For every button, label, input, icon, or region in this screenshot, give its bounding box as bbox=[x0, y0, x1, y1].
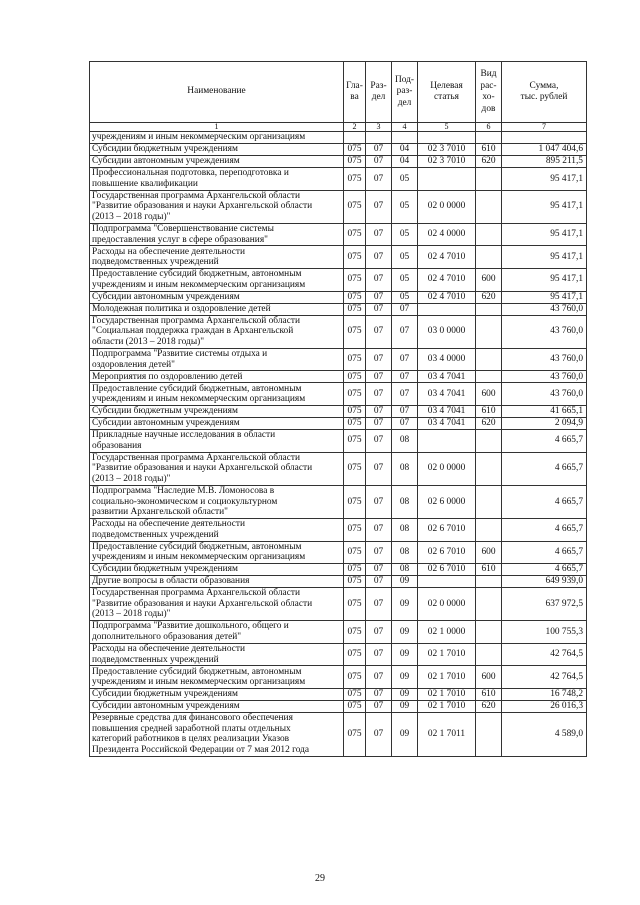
row-podrazdel-cell: 07 bbox=[392, 371, 418, 383]
column-number: 5 bbox=[418, 123, 476, 132]
row-podrazdel-cell: 04 bbox=[392, 144, 418, 156]
row-name-cell: Субсидии бюджетным учреждениям bbox=[90, 144, 344, 156]
row-sum-cell: 95 417,1 bbox=[502, 223, 587, 246]
row-sum-cell: 95 417,1 bbox=[502, 246, 587, 269]
row-target-cell: 03 4 7041 bbox=[418, 371, 476, 383]
row-vid-cell: 610 bbox=[476, 405, 502, 417]
row-glava-cell: 075 bbox=[344, 621, 366, 644]
row-glava-cell: 075 bbox=[344, 429, 366, 452]
row-target-cell: 02 4 0000 bbox=[418, 223, 476, 246]
row-target-cell: 02 1 7010 bbox=[418, 666, 476, 689]
row-vid-cell: 620 bbox=[476, 417, 502, 429]
column-number: 3 bbox=[366, 123, 392, 132]
row-vid-cell bbox=[476, 190, 502, 223]
row-razdel-cell: 07 bbox=[366, 156, 392, 168]
row-glava-cell: 075 bbox=[344, 713, 366, 757]
header-podrazdel: Под- раз- дел bbox=[392, 62, 418, 123]
row-glava-cell: 075 bbox=[344, 485, 366, 518]
row-sum-cell: 95 417,1 bbox=[502, 190, 587, 223]
row-razdel-cell: 07 bbox=[366, 405, 392, 417]
row-vid-cell bbox=[476, 246, 502, 269]
row-podrazdel-cell: 09 bbox=[392, 621, 418, 644]
row-razdel-cell: 07 bbox=[366, 485, 392, 518]
row-podrazdel-cell: 08 bbox=[392, 485, 418, 518]
row-podrazdel-cell: 05 bbox=[392, 291, 418, 303]
row-target-cell: 03 0 0000 bbox=[418, 315, 476, 348]
row-razdel-cell: 07 bbox=[366, 383, 392, 406]
table-row bbox=[90, 701, 587, 713]
table-row bbox=[90, 348, 587, 371]
row-podrazdel-cell: 09 bbox=[392, 576, 418, 588]
row-name-cell: Подпрограмма "Наследие М.В. Ломоносова в социально-экономическом и социокультурном развитии Архангельской области" bbox=[90, 485, 344, 518]
table-row bbox=[90, 564, 587, 576]
row-name-cell: Предоставление субсидий бюджетным, автономным учреждениям и иным некоммерческим организациям bbox=[90, 666, 344, 689]
row-target-cell bbox=[418, 168, 476, 191]
row-sum-cell: 16 748,2 bbox=[502, 689, 587, 701]
table-row bbox=[90, 588, 587, 621]
row-razdel-cell: 07 bbox=[366, 452, 392, 485]
row-sum-cell: 4 589,0 bbox=[502, 713, 587, 757]
row-sum-cell: 1 047 404,6 bbox=[502, 144, 587, 156]
row-vid-cell: 620 bbox=[476, 156, 502, 168]
table-row bbox=[90, 315, 587, 348]
row-razdel-cell: 07 bbox=[366, 371, 392, 383]
row-name-cell: Государственная программа Архангельской области "Развитие образования и науки Архангельской области (2013 – 2018 годы)" bbox=[90, 190, 344, 223]
table-row bbox=[90, 246, 587, 269]
table-row bbox=[90, 144, 587, 156]
row-vid-cell bbox=[476, 452, 502, 485]
row-target-cell: 02 1 0000 bbox=[418, 621, 476, 644]
column-number: 1 bbox=[90, 123, 344, 132]
row-podrazdel-cell: 07 bbox=[392, 405, 418, 417]
row-name-cell: Резервные средства для финансового обеспечения повышения средней заработной платы отдельных категорий работников в целях реализации Указов Президента Российской Федерации от 7 мая 2012 года bbox=[90, 713, 344, 757]
table-row bbox=[90, 666, 587, 689]
row-podrazdel-cell: 08 bbox=[392, 564, 418, 576]
row-sum-cell: 42 764,5 bbox=[502, 666, 587, 689]
row-podrazdel-cell: 08 bbox=[392, 541, 418, 564]
row-podrazdel-cell: 07 bbox=[392, 303, 418, 315]
row-target-cell: 02 4 7010 bbox=[418, 291, 476, 303]
row-podrazdel-cell: 05 bbox=[392, 268, 418, 291]
row-name-cell: Субсидии автономным учреждениям bbox=[90, 291, 344, 303]
row-podrazdel-cell bbox=[392, 132, 418, 144]
row-vid-cell bbox=[476, 588, 502, 621]
row-vid-cell: 610 bbox=[476, 144, 502, 156]
row-name-cell: Подпрограмма "Развитие дошкольного, общего и дополнительного образования детей" bbox=[90, 621, 344, 644]
row-name-cell: учреждениям и иным некоммерческим организациям bbox=[90, 132, 344, 144]
row-sum-cell: 637 972,5 bbox=[502, 588, 587, 621]
row-target-cell: 02 6 7010 bbox=[418, 518, 476, 541]
row-podrazdel-cell: 07 bbox=[392, 315, 418, 348]
row-target-cell: 02 0 0000 bbox=[418, 190, 476, 223]
table-body bbox=[90, 132, 587, 757]
row-vid-cell bbox=[476, 429, 502, 452]
row-name-cell: Субсидии автономным учреждениям bbox=[90, 701, 344, 713]
row-razdel-cell: 07 bbox=[366, 689, 392, 701]
row-glava-cell: 075 bbox=[344, 268, 366, 291]
row-name-cell: Субсидии автономным учреждениям bbox=[90, 156, 344, 168]
row-razdel-cell: 07 bbox=[366, 518, 392, 541]
row-target-cell: 02 4 7010 bbox=[418, 268, 476, 291]
row-podrazdel-cell: 09 bbox=[392, 713, 418, 757]
row-glava-cell: 075 bbox=[344, 689, 366, 701]
row-name-cell: Расходы на обеспечение деятельности подведомственных учреждений bbox=[90, 643, 344, 666]
row-sum-cell: 43 760,0 bbox=[502, 371, 587, 383]
row-vid-cell bbox=[476, 518, 502, 541]
table-row bbox=[90, 291, 587, 303]
row-glava-cell: 075 bbox=[344, 405, 366, 417]
table-row bbox=[90, 190, 587, 223]
row-glava-cell: 075 bbox=[344, 190, 366, 223]
row-target-cell bbox=[418, 303, 476, 315]
page-number: 29 bbox=[315, 873, 325, 884]
row-target-cell: 02 6 7010 bbox=[418, 541, 476, 564]
row-sum-cell bbox=[502, 132, 587, 144]
row-name-cell: Субсидии бюджетным учреждениям bbox=[90, 405, 344, 417]
row-podrazdel-cell: 08 bbox=[392, 429, 418, 452]
row-name-cell: Предоставление субсидий бюджетным, автономным учреждениям и иным некоммерческим организациям bbox=[90, 383, 344, 406]
row-target-cell: 02 6 7010 bbox=[418, 564, 476, 576]
column-number-row bbox=[90, 123, 587, 132]
row-name-cell: Предоставление субсидий бюджетным, автономным учреждениям и иным некоммерческим организациям bbox=[90, 268, 344, 291]
row-podrazdel-cell: 07 bbox=[392, 417, 418, 429]
row-glava-cell: 075 bbox=[344, 541, 366, 564]
row-glava-cell: 075 bbox=[344, 643, 366, 666]
row-target-cell: 02 1 7010 bbox=[418, 643, 476, 666]
row-razdel-cell: 07 bbox=[366, 621, 392, 644]
row-glava-cell: 075 bbox=[344, 291, 366, 303]
budget-table bbox=[89, 61, 587, 757]
row-razdel-cell: 07 bbox=[366, 223, 392, 246]
row-glava-cell: 075 bbox=[344, 518, 366, 541]
row-target-cell: 02 1 7010 bbox=[418, 689, 476, 701]
row-glava-cell bbox=[344, 132, 366, 144]
row-vid-cell: 610 bbox=[476, 564, 502, 576]
row-target-cell bbox=[418, 132, 476, 144]
row-razdel-cell: 07 bbox=[366, 348, 392, 371]
row-vid-cell: 600 bbox=[476, 541, 502, 564]
row-name-cell: Государственная программа Архангельской области "Социальная поддержка граждан в Архангельской области (2013 – 2018 годы)" bbox=[90, 315, 344, 348]
row-name-cell: Прикладные научные исследования в области образования bbox=[90, 429, 344, 452]
row-glava-cell: 075 bbox=[344, 144, 366, 156]
row-razdel-cell: 07 bbox=[366, 564, 392, 576]
row-vid-cell bbox=[476, 348, 502, 371]
row-razdel-cell: 07 bbox=[366, 541, 392, 564]
row-target-cell bbox=[418, 576, 476, 588]
row-vid-cell bbox=[476, 576, 502, 588]
table-row bbox=[90, 268, 587, 291]
row-glava-cell: 075 bbox=[344, 315, 366, 348]
table-row bbox=[90, 452, 587, 485]
row-glava-cell: 075 bbox=[344, 223, 366, 246]
row-sum-cell: 2 094,9 bbox=[502, 417, 587, 429]
row-target-cell: 02 6 0000 bbox=[418, 485, 476, 518]
table-row bbox=[90, 643, 587, 666]
table-row bbox=[90, 417, 587, 429]
row-vid-cell bbox=[476, 223, 502, 246]
row-glava-cell: 075 bbox=[344, 452, 366, 485]
row-sum-cell: 4 665,7 bbox=[502, 518, 587, 541]
row-sum-cell: 649 939,0 bbox=[502, 576, 587, 588]
row-sum-cell: 895 211,5 bbox=[502, 156, 587, 168]
row-vid-cell bbox=[476, 621, 502, 644]
row-razdel-cell: 07 bbox=[366, 429, 392, 452]
row-vid-cell: 620 bbox=[476, 291, 502, 303]
row-vid-cell bbox=[476, 713, 502, 757]
row-razdel-cell: 07 bbox=[366, 168, 392, 191]
table-row bbox=[90, 429, 587, 452]
row-sum-cell: 41 665,1 bbox=[502, 405, 587, 417]
row-target-cell: 02 3 7010 bbox=[418, 156, 476, 168]
row-razdel-cell bbox=[366, 132, 392, 144]
row-podrazdel-cell: 05 bbox=[392, 190, 418, 223]
table-row bbox=[90, 383, 587, 406]
column-number: 7 bbox=[502, 123, 587, 132]
row-vid-cell bbox=[476, 168, 502, 191]
row-podrazdel-cell: 09 bbox=[392, 588, 418, 621]
row-glava-cell: 075 bbox=[344, 666, 366, 689]
row-target-cell: 02 1 7010 bbox=[418, 701, 476, 713]
row-podrazdel-cell: 09 bbox=[392, 666, 418, 689]
row-vid-cell: 610 bbox=[476, 689, 502, 701]
budget-table-sheet bbox=[89, 61, 586, 757]
row-target-cell: 02 0 0000 bbox=[418, 588, 476, 621]
row-vid-cell: 600 bbox=[476, 666, 502, 689]
row-name-cell: Субсидии автономным учреждениям bbox=[90, 417, 344, 429]
row-razdel-cell: 07 bbox=[366, 713, 392, 757]
header-expense-type: Вид рас- хо- дов bbox=[476, 62, 502, 123]
row-sum-cell: 4 665,7 bbox=[502, 564, 587, 576]
row-target-cell: 02 0 0000 bbox=[418, 452, 476, 485]
row-name-cell: Подпрограмма "Совершенствование системы предоставления услуг в сфере образования" bbox=[90, 223, 344, 246]
row-razdel-cell: 07 bbox=[366, 190, 392, 223]
row-target-cell: 02 1 7011 bbox=[418, 713, 476, 757]
row-razdel-cell: 07 bbox=[366, 576, 392, 588]
row-podrazdel-cell: 05 bbox=[392, 168, 418, 191]
table-row bbox=[90, 405, 587, 417]
row-razdel-cell: 07 bbox=[366, 291, 392, 303]
row-target-cell bbox=[418, 429, 476, 452]
row-glava-cell: 075 bbox=[344, 168, 366, 191]
row-vid-cell bbox=[476, 371, 502, 383]
row-vid-cell: 600 bbox=[476, 268, 502, 291]
row-podrazdel-cell: 04 bbox=[392, 156, 418, 168]
row-vid-cell: 600 bbox=[476, 383, 502, 406]
row-podrazdel-cell: 07 bbox=[392, 348, 418, 371]
row-podrazdel-cell: 07 bbox=[392, 383, 418, 406]
row-sum-cell: 95 417,1 bbox=[502, 291, 587, 303]
row-sum-cell: 4 665,7 bbox=[502, 452, 587, 485]
row-podrazdel-cell: 05 bbox=[392, 223, 418, 246]
row-razdel-cell: 07 bbox=[366, 268, 392, 291]
row-name-cell: Субсидии бюджетным учреждениям bbox=[90, 564, 344, 576]
row-razdel-cell: 07 bbox=[366, 303, 392, 315]
row-glava-cell: 075 bbox=[344, 246, 366, 269]
row-glava-cell: 075 bbox=[344, 383, 366, 406]
row-glava-cell: 075 bbox=[344, 576, 366, 588]
table-row bbox=[90, 156, 587, 168]
row-podrazdel-cell: 09 bbox=[392, 701, 418, 713]
header-target-article: Целевая статья bbox=[418, 62, 476, 123]
row-glava-cell: 075 bbox=[344, 156, 366, 168]
table-row bbox=[90, 223, 587, 246]
table-row bbox=[90, 485, 587, 518]
row-vid-cell bbox=[476, 485, 502, 518]
row-podrazdel-cell: 05 bbox=[392, 246, 418, 269]
row-podrazdel-cell: 09 bbox=[392, 689, 418, 701]
row-vid-cell bbox=[476, 132, 502, 144]
table-row bbox=[90, 371, 587, 383]
table-row bbox=[90, 518, 587, 541]
row-name-cell: Молодежная политика и оздоровление детей bbox=[90, 303, 344, 315]
row-vid-cell bbox=[476, 643, 502, 666]
row-name-cell: Государственная программа Архангельской области "Развитие образования и науки Архангельской области (2013 – 2018 годы)" bbox=[90, 452, 344, 485]
row-sum-cell: 95 417,1 bbox=[502, 168, 587, 191]
header-razdel: Раз- дел bbox=[366, 62, 392, 123]
row-sum-cell: 43 760,0 bbox=[502, 348, 587, 371]
row-name-cell: Другие вопросы в области образования bbox=[90, 576, 344, 588]
table-row bbox=[90, 621, 587, 644]
row-podrazdel-cell: 09 bbox=[392, 643, 418, 666]
table-row bbox=[90, 576, 587, 588]
row-glava-cell: 075 bbox=[344, 588, 366, 621]
column-number: 4 bbox=[392, 123, 418, 132]
row-vid-cell: 620 bbox=[476, 701, 502, 713]
row-razdel-cell: 07 bbox=[366, 666, 392, 689]
row-sum-cell: 100 755,3 bbox=[502, 621, 587, 644]
table-row bbox=[90, 689, 587, 701]
header-sum: Сумма, тыс. рублей bbox=[502, 62, 587, 123]
row-razdel-cell: 07 bbox=[366, 643, 392, 666]
row-name-cell: Государственная программа Архангельской области "Развитие образования и науки Архангельской области (2013 – 2018 годы)" bbox=[90, 588, 344, 621]
header-glava: Гла- ва bbox=[344, 62, 366, 123]
row-razdel-cell: 07 bbox=[366, 588, 392, 621]
row-razdel-cell: 07 bbox=[366, 246, 392, 269]
row-target-cell: 03 4 0000 bbox=[418, 348, 476, 371]
row-glava-cell: 075 bbox=[344, 371, 366, 383]
header-name: Наименование bbox=[90, 62, 344, 123]
row-target-cell: 02 4 7010 bbox=[418, 246, 476, 269]
header-row bbox=[90, 62, 587, 123]
row-glava-cell: 075 bbox=[344, 417, 366, 429]
row-vid-cell bbox=[476, 303, 502, 315]
row-sum-cell: 4 665,7 bbox=[502, 429, 587, 452]
row-target-cell: 03 4 7041 bbox=[418, 383, 476, 406]
table-row bbox=[90, 303, 587, 315]
row-glava-cell: 075 bbox=[344, 348, 366, 371]
row-name-cell: Расходы на обеспечение деятельности подведомственных учреждений bbox=[90, 518, 344, 541]
row-glava-cell: 075 bbox=[344, 701, 366, 713]
row-sum-cell: 43 760,0 bbox=[502, 303, 587, 315]
row-razdel-cell: 07 bbox=[366, 144, 392, 156]
row-name-cell: Подпрограмма "Развитие системы отдыха и оздоровления детей" bbox=[90, 348, 344, 371]
table-row bbox=[90, 168, 587, 191]
row-razdel-cell: 07 bbox=[366, 315, 392, 348]
table-row bbox=[90, 132, 587, 144]
row-name-cell: Субсидии бюджетным учреждениям bbox=[90, 689, 344, 701]
row-glava-cell: 075 bbox=[344, 303, 366, 315]
row-sum-cell: 4 665,7 bbox=[502, 485, 587, 518]
column-number: 6 bbox=[476, 123, 502, 132]
row-razdel-cell: 07 bbox=[366, 701, 392, 713]
table-row bbox=[90, 713, 587, 757]
row-podrazdel-cell: 08 bbox=[392, 452, 418, 485]
row-name-cell: Расходы на обеспечение деятельности подведомственных учреждений bbox=[90, 246, 344, 269]
row-sum-cell: 43 760,0 bbox=[502, 383, 587, 406]
row-sum-cell: 95 417,1 bbox=[502, 268, 587, 291]
row-podrazdel-cell: 08 bbox=[392, 518, 418, 541]
row-target-cell: 03 4 7041 bbox=[418, 417, 476, 429]
row-name-cell: Предоставление субсидий бюджетным, автономным учреждениям и иным некоммерческим организациям bbox=[90, 541, 344, 564]
column-number: 2 bbox=[344, 123, 366, 132]
row-sum-cell: 43 760,0 bbox=[502, 315, 587, 348]
table-row bbox=[90, 541, 587, 564]
row-sum-cell: 42 764,5 bbox=[502, 643, 587, 666]
row-name-cell: Профессиональная подготовка, переподготовка и повышение квалификации bbox=[90, 168, 344, 191]
row-sum-cell: 4 665,7 bbox=[502, 541, 587, 564]
row-sum-cell: 26 016,3 bbox=[502, 701, 587, 713]
row-razdel-cell: 07 bbox=[366, 417, 392, 429]
row-glava-cell: 075 bbox=[344, 564, 366, 576]
row-name-cell: Мероприятия по оздоровлению детей bbox=[90, 371, 344, 383]
row-vid-cell bbox=[476, 315, 502, 348]
row-target-cell: 02 3 7010 bbox=[418, 144, 476, 156]
row-target-cell: 03 4 7041 bbox=[418, 405, 476, 417]
